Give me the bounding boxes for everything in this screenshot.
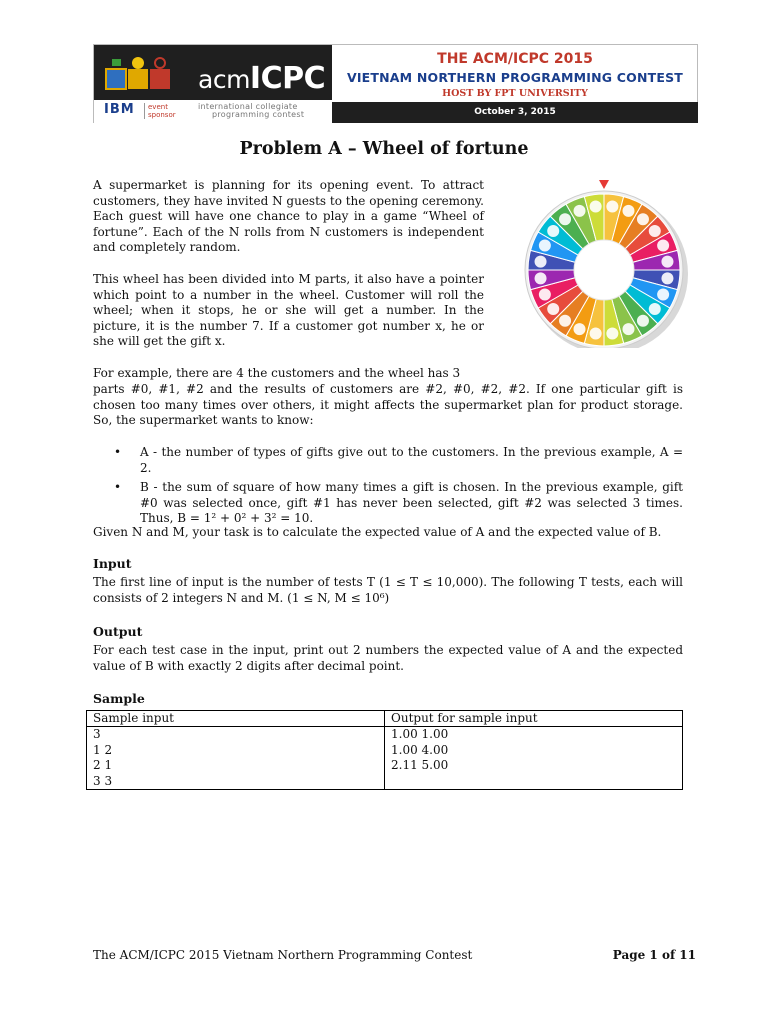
bullet-icon: • — [114, 445, 122, 459]
problem-title: Problem A – Wheel of fortune — [239, 139, 529, 159]
footer-contest-name: The ACM/ICPC 2015 Vietnam Northern Programming Contest — [93, 948, 473, 962]
contest-name: VIETNAM NORTHERN PROGRAMMING CONTEST — [346, 70, 684, 85]
wheel-of-fortune-icon — [508, 178, 700, 348]
wheel-description-paragraph: This wheel has been divided into M parts, it also have a pointer which point to a number in the wheel. Customer will roll the wheel; when it stops, he or she will get a number. In the picture, it is the number 7. If a customer got number x, he or she will get the gift x. — [93, 272, 484, 348]
contest-host: HOST BY FPT UNIVERSITY — [442, 88, 588, 99]
requirements-list — [93, 445, 683, 531]
table-header-row — [87, 711, 683, 727]
sample-heading: Sample — [93, 691, 145, 706]
sample-input-header: Sample input — [87, 711, 385, 727]
contest-info — [332, 45, 698, 123]
example-paragraph-start: For example, there are 4 the customers and the wheel has 3 — [93, 366, 461, 380]
sample-output-cell: 1.00 1.00 1.00 4.00 2.11 5.00 — [385, 727, 683, 790]
output-heading: Output — [93, 624, 143, 639]
intro-paragraph: A supermarket is planning for its opening event. To attract customers, they have invited N guests to the opening ceremony. Each guest will have one chance to play in a game “Wheel of fortune”. Each of the N rolls from N customers is independent and completely random. — [93, 178, 484, 254]
example-paragraph-rest: parts #0, #1, #2 and the results of customers are #2, #0, #2, #2. If one particular gift is chosen too many times over others, it might affects the supermarket plan for product storage. So, the supermarket wants to know: — [93, 382, 683, 427]
page-number: Page 1 of 11 — [612, 948, 696, 962]
bullet-icon: • — [114, 480, 122, 494]
contest-date: October 3, 2015 — [332, 102, 698, 123]
acm-wordmark: acmICPC — [198, 61, 326, 96]
list-item: • B - the sum of square of how many times a gift is chosen. In the previous example, gift #0 was selected once, gift #1 has never been selected, gift #2 was selected 3 times. Thus, B = 1² + 0² + 3² = 10. — [114, 480, 683, 525]
sample-input-cell: 3 1 2 2 1 3 3 — [87, 727, 385, 790]
table-row — [87, 727, 683, 790]
input-description: The first line of input is the number of tests T (1 ≤ T ≤ 10,000). The following T tests, each will consists of 2 integers N and M. (1 ≤ N, M ≤ 10⁶) — [93, 575, 683, 605]
output-description: For each test case in the input, print out 2 numbers the expected value of A and the expected value of B with exactly 2 digits after decimal point. — [93, 643, 683, 673]
contest-banner — [93, 44, 698, 123]
ibm-logo: IBM — [104, 102, 135, 117]
icpc-tagline: international collegiate programming contest — [198, 102, 305, 119]
event-sponsor-label: event sponsor — [144, 103, 188, 119]
sample-table — [86, 710, 683, 790]
contest-year: THE ACM/ICPC 2015 — [437, 51, 593, 67]
sample-output-header: Output for sample input — [385, 711, 683, 727]
task-paragraph: Given N and M, your task is to calculate the expected value of A and the expected value of B. — [93, 525, 662, 539]
acm-logo-icon — [104, 55, 174, 93]
acm-logo-area — [94, 45, 332, 100]
sponsor-strip — [94, 100, 332, 123]
input-heading: Input — [93, 556, 132, 571]
list-item: • A - the number of types of gifts give out to the customers. In the previous example, A = 2. — [114, 445, 683, 475]
